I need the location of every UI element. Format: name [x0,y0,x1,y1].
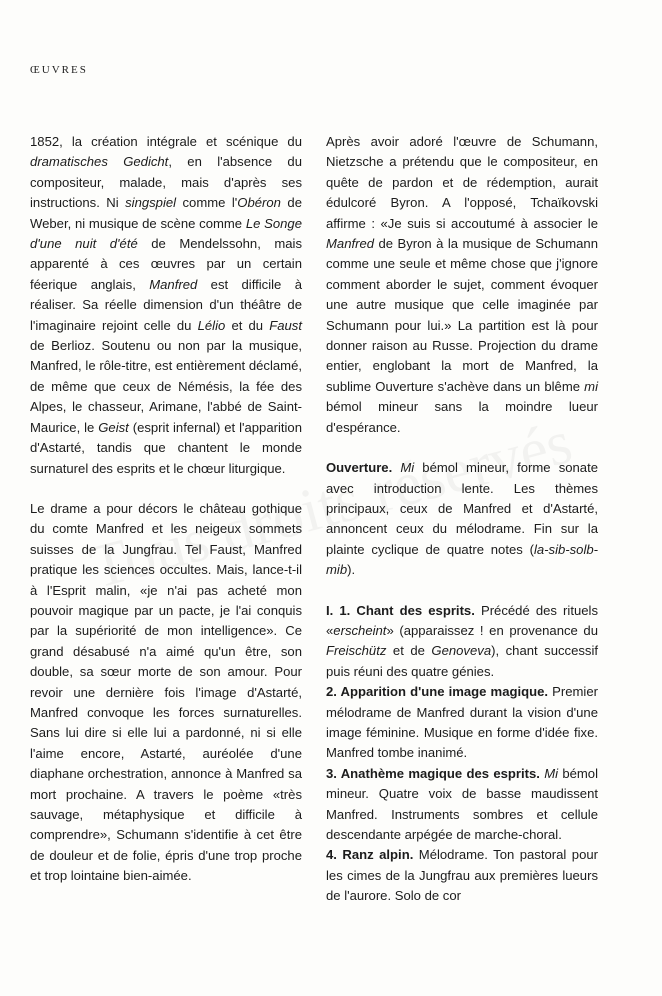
italic-text: Manfred [326,236,375,252]
text-run: 1852, la création intégrale et scénique du [30,134,302,149]
italic-text: Manfred [149,276,198,292]
text-run: Précédé des rituels « [326,602,598,638]
bold-heading: I. 1. Chant des esprits. [326,602,475,618]
text-run: comme l' [176,195,238,211]
italic-text: Mi [400,460,415,476]
text-run: bémol mineur sans la moindre lueur d'espérance. [326,399,598,435]
bold-heading: 4. Ranz alpin. [326,847,414,863]
text-run: de Weber, ni musique de scène comme [30,195,302,231]
text-run: et de [386,643,432,659]
italic-text: mi [584,378,598,394]
bold-heading: Ouverture. [326,460,393,476]
italic-text: Mi [544,765,559,781]
italic-text: Faust [269,317,302,333]
section-header: ŒUVRES [30,64,88,76]
program-entry [326,845,598,906]
italic-text: erscheint [333,622,387,638]
text-run: de Mendelssohn, mais apparenté à ces œuvres par un certain féerique anglais, [30,236,303,292]
italic-text: Le Songe d'une nuit d'été [30,215,302,252]
italic-text: Lélio [197,317,226,333]
text-run: de Berlioz. Soutenu ou non par la musique, Manfred, le rôle-titre, est entièrement déclamé, de même que ceux de Némésis, la fée des Alpes, le chasseur, Arimane, l'abbé de Saint-Maurice, le [30,338,302,435]
text-run: (esprit infernal) et l'apparition d'Astarté, tandis que chantent le monde surnaturel des esprits et le chœur liturgique. [30,419,302,476]
italic-text: Genoveva [431,643,492,659]
text-run: bémol mineur, forme sonate avec introduction lente. Les thèmes principaux, ceux de Manfred et d'Astarté, annoncent ceux du mélodrame. Fin sur la plainte cyclique de quatre notes ( [326,460,599,557]
text-run: bémol mineur. Quatre voix de basse maudissent Manfred. Instruments sombres et cellule descendante arpégée de marche-choral. [326,765,598,842]
italic-text: la-sib-solb-mib [326,541,598,578]
text-run: de Byron à la musique de Schumann comme une seule et même chose que j'ignore comment aborder le sujet, comment évoquer une autre musique que celle imaginée par Schumann pour lui.» La partition est là pour donner raison au Russe. Projection du drame entier, englobant la mort de Manfred, la sublime Ouverture s'achève dans un blême [326,236,598,394]
text-run: Premier mélodrame de Manfred durant la vision d'une image féminine. Musique en forme d'idée fixe. Manfred tombe inanimé. [326,684,598,761]
paragraph [326,132,598,438]
right-column [326,132,598,907]
left-column [30,132,302,887]
paragraph [30,499,302,887]
program-entry [326,764,598,846]
program-entry [326,601,598,683]
text-run: ). [347,562,356,578]
paragraph [30,132,302,479]
italic-text: Obéron [237,195,281,211]
bold-heading: 3. Anathème magique des esprits. [326,765,540,781]
program-entry [326,682,598,764]
bold-heading: 2. Apparition d'une image magique. [326,684,549,700]
text-run: ), chant successif puis réuni des quatre génies. [326,643,598,679]
text-run: » (apparaissez ! en provenance du [386,622,598,638]
text-run: est difficile à réaliser. Sa réelle dimension d'un théâtre de l'imaginaire rejoint celle du [30,276,302,333]
text-run: Après avoir adoré l'œuvre de Schumann, Nietzsche a prétendu que le compositeur, en quête de pardon et de rédemption, aurait édulcoré Byron. A l'opposé, Tchaïkovski affirme : «Je suis si accoutumé à associer le [326,134,598,231]
italic-text: Geist [98,419,129,435]
italic-text: dramatisches Gedicht [30,154,169,170]
text-run: Mélodrame. Ton pastoral pour les cimes de la Jungfrau aux premières lueurs de l'aurore. Solo de cor [326,847,598,904]
paragraph [326,458,598,580]
text-run: Le drame a pour décors le château gothique du comte Manfred et les neigeux sommets suisses de la Jungfrau. Tel Faust, Manfred pratique les sciences occultes. Mais, lance-t-il à l'Esprit malin, «je n'ai pas acheté mon pouvoir magique par un pacte, je l'ai conquis par la supériorité de mon intelligence». Ce grand désabusé n'a aimé qu'un être, son double, sa sœur morte de son amour. Pour revoir une dernière fois l'image d'Astarté, Manfred convoque les forces surnaturelles. Sans lui dire si elle lui a pardonné, ni si elle l'aime encore, Astarté, auréolée d'une diaphane orchestration, annonce à Manfred sa mort prochaine. A travers le poème «très sauvage, métaphysique et difficile à comprendre», Schumann s'identifie à cet être de douleur et de folie, épris d'une trop proche et trop lointaine bien-aimée. [30,500,302,884]
text-run: , en l'absence du compositeur, malade, mais d'après ses instructions. Ni [30,154,302,211]
text-run: et du [225,317,270,333]
italic-text: Freischütz [326,643,387,659]
italic-text: singspiel [125,195,177,211]
